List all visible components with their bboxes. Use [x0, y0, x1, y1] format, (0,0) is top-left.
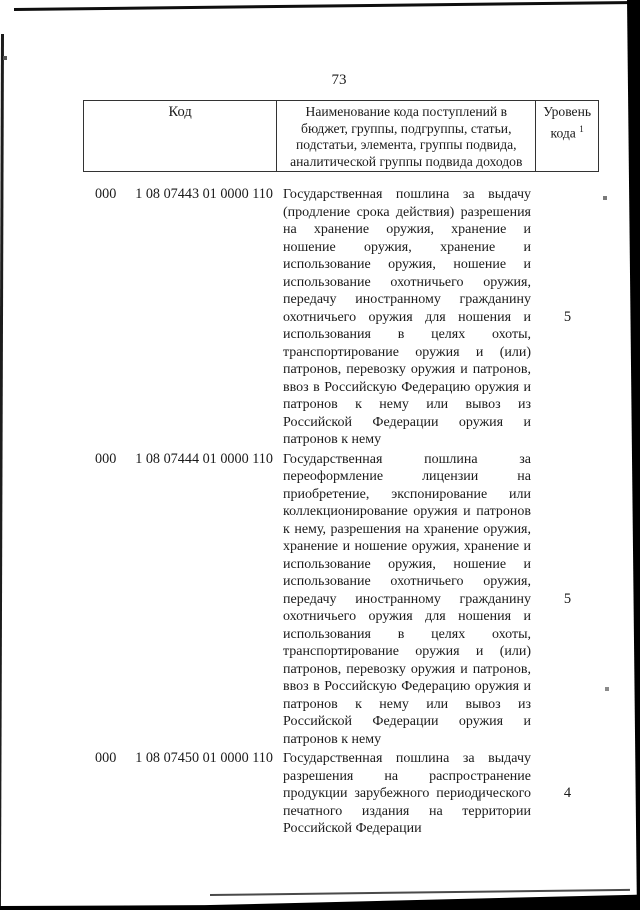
header-name-line: аналитической группы подвида доходов: [290, 153, 523, 169]
header-name-line: бюджет, группы, подгруппы, статьи,: [301, 120, 512, 136]
row-code-cell: [83, 186, 276, 449]
scan-specks: [0, 0, 2, 2]
footnote-marker: 1: [579, 123, 584, 134]
header-cell-level: [535, 101, 598, 171]
admin-code: 000: [95, 750, 117, 766]
header-cell-name: [276, 101, 535, 171]
row-level-cell: 4: [563, 785, 572, 802]
row-name-cell: Государственная пошлина за выдачу (продление срока действия) разрешения на хранение оружия, хранение и ношение оружия, хранение и использование оружия, ношение и использование охотничьего оружия, передачу иностранному гражданину охотничьего оружия для ношения и использования в целях охоты, транспортирование оружия и (или) патронов, перевозку оружия и патронов, ввоз в Российскую Федерацию оружия и патронов к нему или вывоз из Российской Федерации оружия и патронов к нему: [283, 187, 531, 447]
header-cell-code: [84, 101, 276, 171]
header-code-label: Код: [168, 104, 192, 120]
admin-code: 000: [95, 450, 117, 467]
budget-classification-code: 1 08 07444 01 0000 110: [135, 450, 273, 467]
scan-edge-bottom-line: [210, 889, 630, 896]
table-row: [83, 750, 599, 838]
scan-edge-left: [0, 34, 4, 910]
page-number: 73: [331, 72, 347, 88]
admin-code: 000: [95, 186, 117, 202]
row-name-cell: Государственная пошлина за переоформление лицензии на приобретение, экспонирование или коллекционирование оружия и патронов к нему, разрешения на хранение оружия, хранение и ношение оружия, хранение и использование оружия, ношение и использование охотничьего оружия, передачу иностранному гражданину охотничьего оружия для ношения и использования в целях охоты, транспортирование оружия и (или) патронов, перевозку оружия и патронов, ввоз в Российскую Федерацию оружия и патронов к нему или вывоз из Российской Федерации оружия и патронов к нему: [283, 451, 531, 747]
table-row: [83, 186, 599, 449]
table-body: [83, 172, 599, 840]
row-code-cell: [83, 750, 276, 838]
row-name-cell: Государственная пошлина за выдачу разрешения на распространение продукции зарубежного периодического печатного издания на территории Российской Федерации: [283, 751, 531, 836]
row-code-cell: [83, 451, 276, 749]
header-name-line: подстатьи, элемента, группы подвида,: [295, 137, 517, 152]
header-level-line2: кода $^1$: [550, 123, 584, 141]
table-row: [83, 451, 599, 749]
table-header: [83, 100, 599, 172]
row-level-cell: 5: [563, 308, 572, 325]
row-level-cell: 5: [563, 590, 572, 607]
scan-edge-right: [618, 0, 640, 910]
scan-edge-top: [14, 1, 640, 11]
budget-classification-code: 1 08 07450 01 0000 110: [135, 750, 273, 766]
header-level-line1: Уровень: [543, 104, 592, 119]
budget-classification-code: 1 08 07443 01 0000 110: [135, 186, 273, 202]
header-name-line: Наименование кода поступлений в: [305, 104, 507, 119]
